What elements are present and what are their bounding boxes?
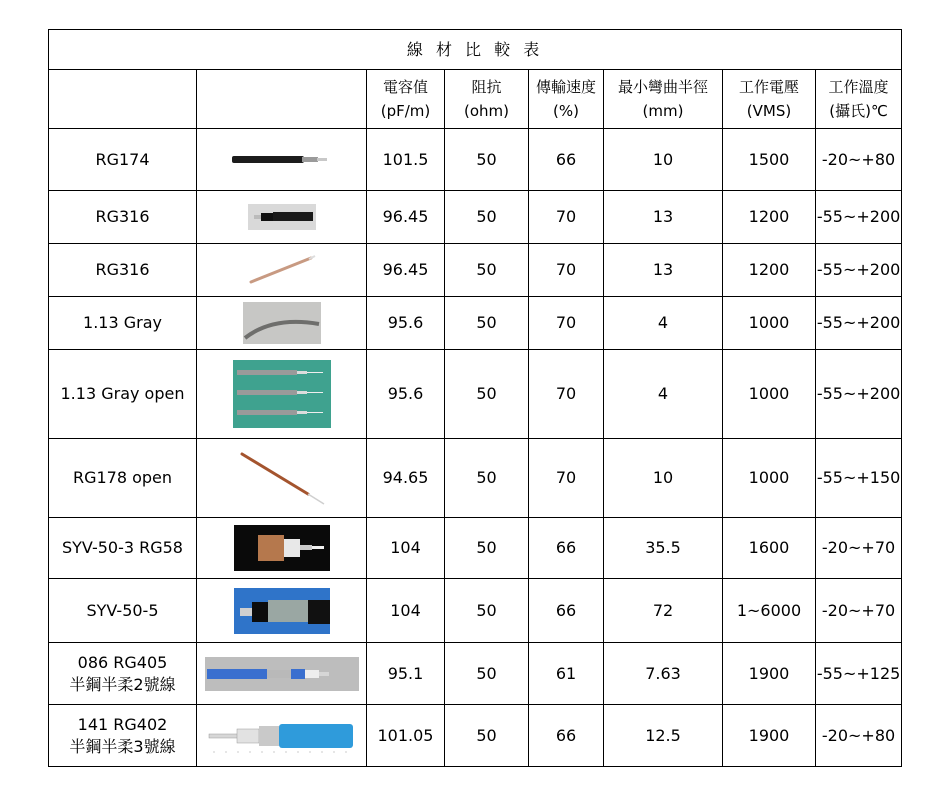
table-row xyxy=(49,191,902,244)
impedance-cell: 50 xyxy=(445,350,529,439)
table-row xyxy=(49,643,902,705)
capacitance-cell: 101.5 xyxy=(367,129,445,191)
bend-radius-cell: 10 xyxy=(604,129,723,191)
velocity-cell: 66 xyxy=(529,518,604,579)
cable-photo-rg316-brown xyxy=(197,244,367,297)
table-row xyxy=(49,705,902,767)
voltage-cell: 1200 xyxy=(723,244,816,297)
table-row xyxy=(49,579,902,643)
header-name xyxy=(49,70,197,129)
impedance-cell: 50 xyxy=(445,643,529,705)
table-title: 線 材 比 較 表 xyxy=(49,30,902,70)
header-row xyxy=(49,70,902,129)
cable-comparison-table xyxy=(48,29,902,767)
voltage-cell: 1000 xyxy=(723,439,816,518)
capacitance-cell: 95.6 xyxy=(367,350,445,439)
bend-radius-cell: 35.5 xyxy=(604,518,723,579)
velocity-cell: 70 xyxy=(529,297,604,350)
header-temperature: 工作溫度 (攝氏)℃ xyxy=(816,70,902,129)
voltage-cell: 1000 xyxy=(723,350,816,439)
velocity-cell: 66 xyxy=(529,129,604,191)
bend-radius-cell: 7.63 xyxy=(604,643,723,705)
cable-name: 1.13 Gray xyxy=(49,297,197,350)
temperature-cell: -20~+70 xyxy=(816,579,902,643)
bend-radius-cell: 4 xyxy=(604,350,723,439)
cable-name: RG178 open xyxy=(49,439,197,518)
temperature-cell: -55~+150 xyxy=(816,439,902,518)
cable-photo-rg402 xyxy=(197,705,367,767)
temperature-cell: -55~+200 xyxy=(816,297,902,350)
capacitance-cell: 95.1 xyxy=(367,643,445,705)
velocity-cell: 70 xyxy=(529,244,604,297)
cable-name: RG316 xyxy=(49,244,197,297)
bend-radius-cell: 10 xyxy=(604,439,723,518)
velocity-cell: 66 xyxy=(529,705,604,767)
header-bend-radius: 最小彎曲半徑 (mm) xyxy=(604,70,723,129)
velocity-cell: 66 xyxy=(529,579,604,643)
cable-photo-syv503 xyxy=(197,518,367,579)
header-capacitance: 電容值 (pF/m) xyxy=(367,70,445,129)
header-impedance: 阻抗 (ohm) xyxy=(445,70,529,129)
capacitance-cell: 95.6 xyxy=(367,297,445,350)
voltage-cell: 1900 xyxy=(723,705,816,767)
capacitance-cell: 96.45 xyxy=(367,244,445,297)
bend-radius-cell: 13 xyxy=(604,191,723,244)
capacitance-cell: 104 xyxy=(367,579,445,643)
impedance-cell: 50 xyxy=(445,191,529,244)
cable-name: RG174 xyxy=(49,129,197,191)
voltage-cell: 1600 xyxy=(723,518,816,579)
table-row xyxy=(49,129,902,191)
cable-name: 086 RG405 半鋼半柔2號線 xyxy=(49,643,197,705)
bend-radius-cell: 13 xyxy=(604,244,723,297)
impedance-cell: 50 xyxy=(445,518,529,579)
temperature-cell: -55~+200 xyxy=(816,244,902,297)
bend-radius-cell: 4 xyxy=(604,297,723,350)
capacitance-cell: 104 xyxy=(367,518,445,579)
temperature-cell: -20~+80 xyxy=(816,705,902,767)
impedance-cell: 50 xyxy=(445,244,529,297)
capacitance-cell: 101.05 xyxy=(367,705,445,767)
capacitance-cell: 96.45 xyxy=(367,191,445,244)
velocity-cell: 70 xyxy=(529,439,604,518)
table-row xyxy=(49,518,902,579)
voltage-cell: 1500 xyxy=(723,129,816,191)
impedance-cell: 50 xyxy=(445,705,529,767)
temperature-cell: -20~+70 xyxy=(816,518,902,579)
cable-name: SYV-50-3 RG58 xyxy=(49,518,197,579)
cable-photo-rg316-black xyxy=(197,191,367,244)
impedance-cell: 50 xyxy=(445,579,529,643)
impedance-cell: 50 xyxy=(445,297,529,350)
cable-name: SYV-50-5 xyxy=(49,579,197,643)
cable-name: RG316 xyxy=(49,191,197,244)
cable-photo-113-gray xyxy=(197,297,367,350)
bend-radius-cell: 72 xyxy=(604,579,723,643)
temperature-cell: -55~+125 xyxy=(816,643,902,705)
header-voltage: 工作電壓 (VMS) xyxy=(723,70,816,129)
cable-name: 141 RG402 半鋼半柔3號線 xyxy=(49,705,197,767)
cable-name: 1.13 Gray open xyxy=(49,350,197,439)
table-row xyxy=(49,244,902,297)
temperature-cell: -20~+80 xyxy=(816,129,902,191)
capacitance-cell: 94.65 xyxy=(367,439,445,518)
cable-photo-rg174 xyxy=(197,129,367,191)
temperature-cell: -55~+200 xyxy=(816,191,902,244)
velocity-cell: 70 xyxy=(529,191,604,244)
table-row xyxy=(49,350,902,439)
table-row xyxy=(49,439,902,518)
impedance-cell: 50 xyxy=(445,439,529,518)
cable-photo-113-gray-open xyxy=(197,350,367,439)
voltage-cell: 1900 xyxy=(723,643,816,705)
impedance-cell: 50 xyxy=(445,129,529,191)
velocity-cell: 70 xyxy=(529,350,604,439)
header-velocity: 傳輸速度 (%) xyxy=(529,70,604,129)
cable-photo-syv505 xyxy=(197,579,367,643)
velocity-cell: 61 xyxy=(529,643,604,705)
voltage-cell: 1000 xyxy=(723,297,816,350)
table-row xyxy=(49,297,902,350)
cable-photo-rg405 xyxy=(197,643,367,705)
header-photo xyxy=(197,70,367,129)
temperature-cell: -55~+200 xyxy=(816,350,902,439)
voltage-cell: 1200 xyxy=(723,191,816,244)
bend-radius-cell: 12.5 xyxy=(604,705,723,767)
voltage-cell: 1~6000 xyxy=(723,579,816,643)
cable-photo-rg178-open xyxy=(197,439,367,518)
